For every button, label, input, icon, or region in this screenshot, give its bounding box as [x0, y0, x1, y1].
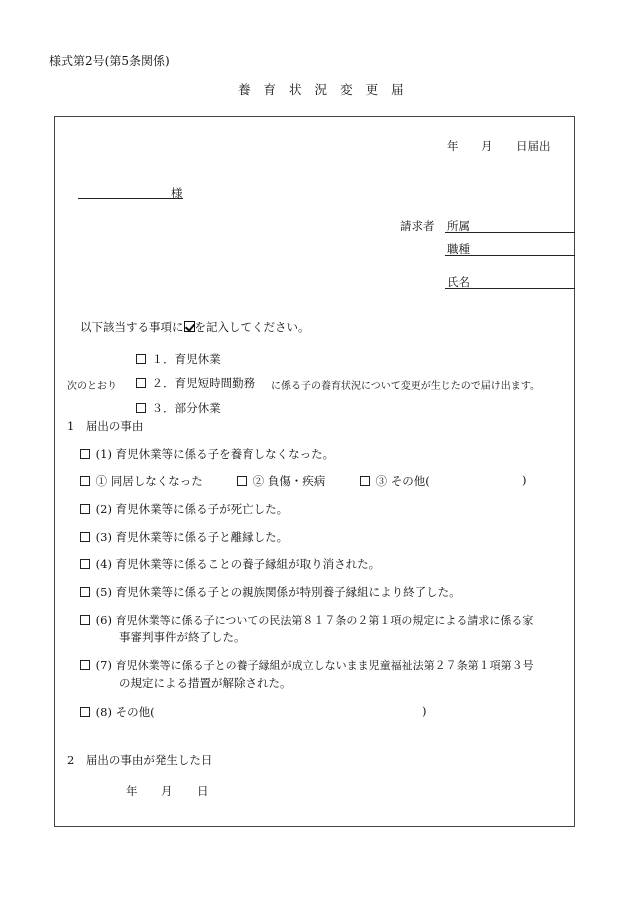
reason-text-cont: 事審判事件が終了した。 — [119, 630, 246, 644]
reason-item[interactable] — [80, 584, 461, 600]
sub-option-label: 同居しなくなった — [110, 474, 203, 488]
reason-num: (6) — [95, 613, 112, 627]
reason-num: (1) — [95, 447, 112, 461]
checkbox-icon[interactable] — [80, 476, 90, 486]
checkbox-icon[interactable] — [80, 587, 90, 597]
name-label: 氏名 — [447, 275, 470, 289]
sub-option-num: ② — [252, 474, 265, 488]
leave-type-num: ２． — [151, 376, 175, 390]
date-year-label: 年 — [447, 139, 459, 153]
reason-text: 育児休業等に係る子についての民法第８１７条の２第１項の規定による請求に係る家 — [115, 614, 534, 627]
sub-option-close: ) — [522, 473, 527, 487]
addressee-honorific: 様 — [171, 186, 183, 200]
sub-option-label: その他( — [390, 474, 430, 488]
occurrence-day-label: 日 — [197, 784, 209, 798]
sub-option[interactable] — [237, 473, 325, 489]
title-char: 変 — [340, 82, 353, 97]
instruction-before: 以下該当する事項に — [80, 320, 184, 334]
form-number: 様式第2号(第5条関係) — [49, 54, 170, 68]
reason-num: (7) — [95, 658, 112, 672]
sub-option-num: ③ — [375, 474, 388, 488]
leave-type-suffix: に係る子の養育状況について変更が生じたので届け出ます。 — [271, 381, 540, 392]
reason-text: 育児休業等に係る子と離縁した。 — [115, 530, 289, 544]
reason-num: (5) — [95, 585, 112, 599]
title-char: 養 — [238, 82, 251, 97]
checkbox-icon[interactable] — [136, 354, 146, 364]
name-field[interactable] — [445, 288, 575, 289]
checkbox-icon[interactable] — [80, 707, 90, 717]
reason-item[interactable] — [80, 446, 334, 462]
reason-text: 育児休業等に係る子との養子縁組が成立しないまま児童福祉法第２７条第１項第３号 — [115, 659, 534, 672]
leave-type-option[interactable] — [136, 351, 221, 367]
position-label: 職種 — [447, 242, 470, 256]
checkbox-icon[interactable] — [237, 476, 247, 486]
form-frame — [54, 116, 575, 827]
checkbox-icon[interactable] — [80, 532, 90, 542]
sub-option-label: 負傷・疾病 — [267, 474, 326, 488]
title-char: 状 — [289, 82, 302, 97]
leave-type-label: 育児休業 — [174, 352, 221, 366]
position-field[interactable] — [445, 255, 575, 256]
occurrence-year-label: 年 — [126, 784, 138, 798]
reason-num: (8) — [95, 705, 112, 719]
leave-type-lead: 次のとおり — [67, 381, 117, 392]
reason-item[interactable] — [80, 529, 288, 545]
reason-close: ) — [422, 704, 427, 718]
instruction-text — [80, 319, 310, 335]
title-char: 更 — [365, 82, 379, 97]
reason-text: その他( — [115, 705, 155, 719]
checkbox-icon[interactable] — [80, 504, 90, 514]
reason-num: (4) — [95, 557, 112, 571]
leave-type-option[interactable] — [136, 400, 221, 416]
date-month-label: 月 — [481, 139, 493, 153]
reason-text-cont: の規定による措置が解除された。 — [119, 676, 292, 690]
leave-type-label: 部分休業 — [174, 401, 221, 415]
date-submitted-label: 日届出 — [516, 139, 551, 153]
title-char: 育 — [263, 82, 277, 97]
requester-label: 請求者 — [400, 219, 435, 233]
reason-num: (3) — [95, 530, 112, 544]
addressee-field[interactable] — [78, 198, 183, 199]
reason-item[interactable] — [80, 704, 155, 720]
affiliation-field[interactable] — [445, 232, 575, 233]
sub-option[interactable] — [80, 473, 203, 489]
checkbox-icon[interactable] — [360, 476, 370, 486]
leave-type-num: ３． — [151, 401, 175, 415]
occurrence-month-label: 月 — [161, 784, 173, 798]
leave-type-option[interactable] — [136, 375, 255, 391]
affiliation-label: 所属 — [447, 219, 470, 233]
checkbox-icon[interactable] — [80, 559, 90, 569]
title-char: 届 — [391, 82, 404, 97]
checkbox-icon[interactable] — [136, 378, 146, 388]
reason-item[interactable] — [80, 501, 288, 517]
leave-type-num: １． — [151, 352, 175, 366]
reason-item[interactable] — [80, 657, 534, 673]
instruction-after: を記入してください。 — [194, 320, 310, 334]
page-title — [238, 80, 404, 98]
reason-num: (2) — [95, 502, 112, 516]
checkmark-box-icon — [184, 321, 195, 332]
reason-text: 育児休業等に係る子を養育しなくなった。 — [115, 447, 335, 461]
section1-heading: 1 届出の事由 — [67, 419, 144, 433]
checkbox-icon[interactable] — [80, 449, 90, 459]
reason-text: 育児休業等に係る子との親族関係が特別養子縁組により終了した。 — [115, 585, 461, 599]
reason-item[interactable] — [80, 556, 380, 572]
leave-type-label: 育児短時間勤務 — [174, 376, 256, 390]
checkbox-icon[interactable] — [80, 615, 90, 625]
checkbox-icon[interactable] — [80, 660, 90, 670]
sub-option-num: ① — [95, 474, 108, 488]
reason-item[interactable] — [80, 612, 533, 628]
reason-text: 育児休業等に係る子が死亡した。 — [115, 502, 289, 516]
section2-heading: 2 届出の事由が発生した日 — [67, 753, 213, 767]
title-char: 況 — [314, 82, 328, 97]
sub-option[interactable] — [360, 473, 430, 489]
reason-text: 育児休業等に係ることの養子縁組が取り消された。 — [115, 557, 381, 571]
checkbox-icon[interactable] — [136, 403, 146, 413]
